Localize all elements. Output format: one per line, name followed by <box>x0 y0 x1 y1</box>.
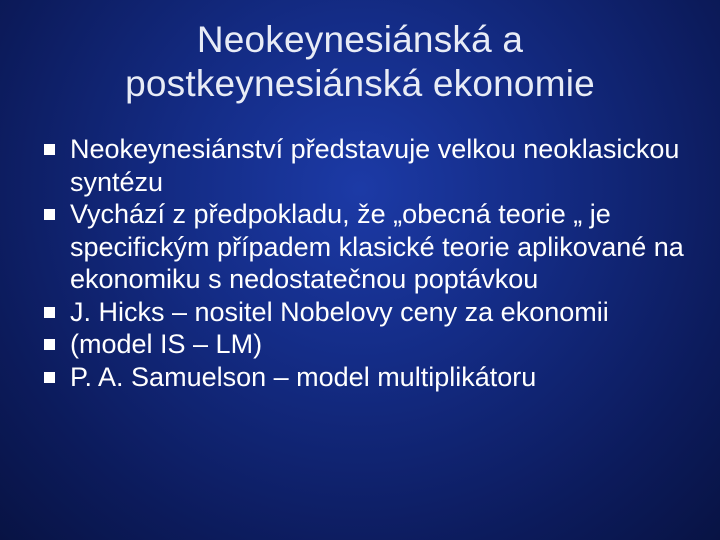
bullet-text: J. Hicks – nositel Nobelovy ceny za ekonomii <box>70 296 609 327</box>
square-bullet-icon <box>44 339 55 350</box>
bullet-text: (model IS – LM) <box>70 329 263 359</box>
bullet-list <box>44 133 700 393</box>
bullet-text: P. A. Samuelson – model multiplikátoru <box>70 361 537 392</box>
bullet-item <box>44 198 700 296</box>
bullet-item <box>44 328 700 361</box>
square-bullet-icon <box>44 209 55 220</box>
bullet-item <box>44 361 700 394</box>
bullet-item <box>44 133 700 198</box>
square-bullet-icon <box>44 307 55 318</box>
title-line-2: postkeynesiánská ekonomie <box>125 63 595 104</box>
bullet-text: Vychází z předpokladu, že „obecná teorie „ je specifickým případem klasické teorie aplikované na ekonomiku s nedostatečnou poptávkou <box>70 199 684 294</box>
square-bullet-icon <box>44 144 55 155</box>
bullet-item <box>44 296 700 329</box>
title-line-1: Neokeynesiánská a <box>196 19 524 60</box>
bullet-text: Neokeynesiánství představuje velkou neoklasickou syntézu <box>70 134 680 197</box>
slide-title <box>20 18 700 106</box>
square-bullet-icon <box>44 372 55 383</box>
